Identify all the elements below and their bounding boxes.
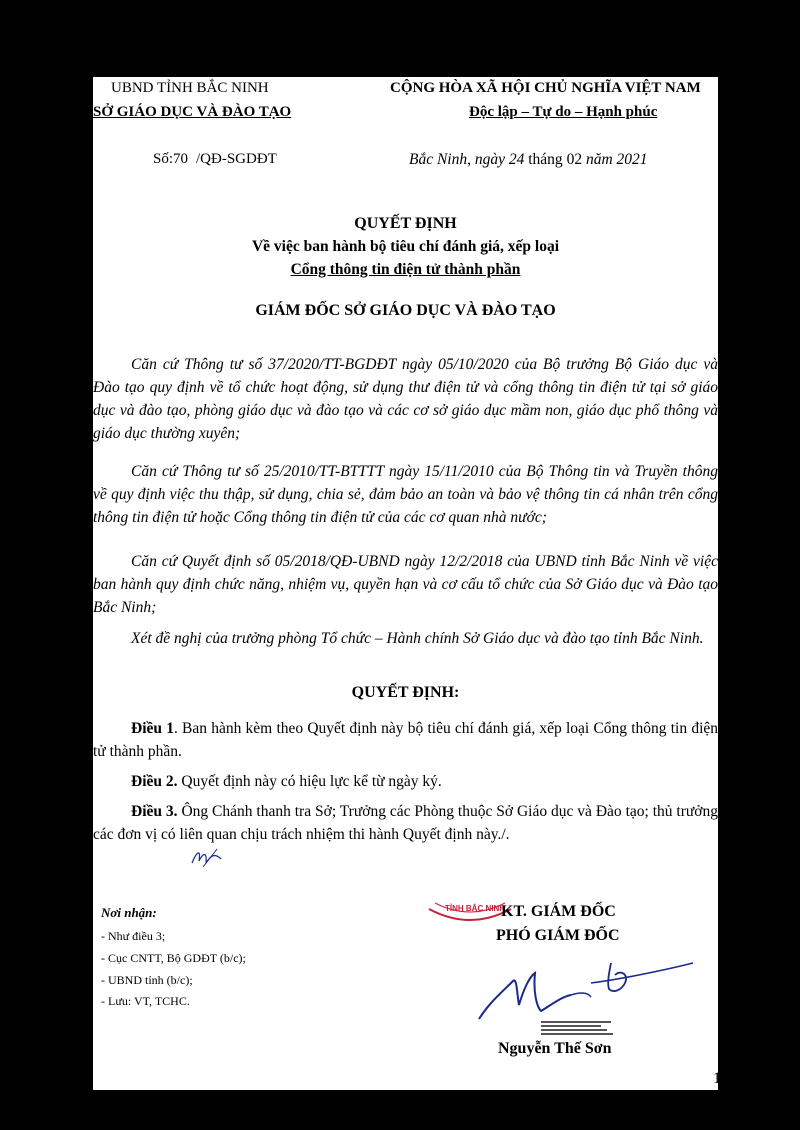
article-3-label: Điều 3.: [131, 803, 178, 820]
date-year-label: năm: [585, 151, 613, 168]
date-day: 24: [508, 151, 525, 168]
date-year: 2021: [616, 151, 648, 168]
article-2-text: Quyết định này có hiệu lực kể từ ngày ký.: [177, 773, 442, 790]
date-month: 02: [566, 151, 583, 168]
document-subject-line1: Về việc ban hành bộ tiêu chí đánh giá, xếp loại: [251, 238, 560, 255]
digital-signature-info: [541, 1021, 621, 1037]
document-date: [409, 151, 648, 169]
department-name: SỞ GIÁO DỤC VÀ ĐÀO TẠO: [93, 104, 292, 120]
preamble-paragraph-1: Căn cứ Thông tư số 37/2020/TT-BGDĐT ngày 05/10/2020 của Bộ trưởng Bộ Giáo dục và Đào tạo quy định về tổ chức hoạt động, sử dụng thư điện tử và cổng thông tin điện tử tại sở giáo dục và đào tạo, phòng giáo dục và đào tạo và các cơ sở giáo dục mầm non, giáo dục phổ thông và giáo dục thường xuyên;: [93, 356, 718, 442]
recipient-item: - Cục CNTT, Bộ GDĐT (b/c);: [101, 951, 246, 965]
document-subject-line2: [93, 261, 718, 279]
number-suffix: /QĐ-SGDĐT: [196, 151, 277, 167]
article-1: [93, 717, 718, 763]
agency-name: UBND TỈNH BẮC NINH: [111, 80, 269, 96]
recipient-item: - UBND tỉnh (b/c);: [101, 973, 193, 987]
date-place: Bắc Ninh, ngày: [409, 151, 505, 168]
preamble-paragraph-4: Xét đề nghị của trưởng phòng Tổ chức – Hành chính Sở Giáo dục và đào tạo tỉnh Bắc Ninh.: [131, 630, 704, 647]
signature-title-2: PHÓ GIÁM ĐỐC: [496, 927, 620, 944]
article-2: [93, 770, 718, 793]
page-number: 1: [713, 1070, 721, 1087]
recipients-heading: Nơi nhận:: [101, 905, 157, 920]
signer-name: Nguyễn Thế Sơn: [498, 1040, 612, 1057]
initials-mark: [189, 845, 225, 871]
recipient-item: - Lưu: VT, TCHC.: [101, 994, 190, 1008]
article-1-text: . Ban hành kèm theo Quyết định này bộ tiêu chí đánh giá, xếp loại Cổng thông tin điện tử thành phần.: [93, 720, 718, 760]
document-page: [93, 77, 721, 1090]
national-title: CỘNG HÒA XÃ HỘI CHỦ NGHĨA VIỆT NAM: [390, 80, 701, 96]
signature-title-1: KT. GIÁM ĐỐC: [501, 903, 616, 920]
document-number: [153, 151, 277, 168]
preamble-paragraph-2: Căn cứ Thông tư số 25/2010/TT-BTTTT ngày 15/11/2010 của Bộ Thông tin và Truyền thông về quy định việc thu thập, sử dụng, chia sẻ, đảm bảo an toàn và bảo vệ thông tin cá nhân trên cổng thông tin điện tử hoặc Cổng thông tin điện tử của các cơ quan nhà nước;: [93, 463, 718, 526]
article-3-text: Ông Chánh thanh tra Sở; Trưởng các Phòng thuộc Sở Giáo dục và Đào tạo; thủ trưởng các đơn vị có liên quan chịu trách nhiệm thi hành Quyết định này./.: [93, 803, 718, 843]
number-value: 70: [173, 151, 189, 167]
subject-line2-text: Cổng thông tin điện tử thành phần: [290, 261, 521, 278]
preamble-paragraph-3: Căn cứ Quyết định số 05/2018/QĐ-UBND ngày 12/2/2018 của UBND tỉnh Bắc Ninh về việc ban hành quy định chức năng, nhiệm vụ, quyền hạn và cơ cấu tổ chức của Sở Giáo dục và Đào tạo Bắc Ninh;: [93, 553, 718, 616]
article-1-label: Điều 1: [131, 720, 174, 737]
date-month-label: tháng: [528, 151, 563, 168]
document-title: QUYẾT ĐỊNH: [354, 215, 457, 232]
number-label: Số:: [153, 151, 174, 167]
decision-heading: QUYẾT ĐỊNH:: [351, 684, 460, 701]
recipient-item: - Như điều 3;: [101, 929, 166, 943]
stamp-text: TỈNH BẮC NINH: [445, 904, 505, 913]
issuing-authority: GIÁM ĐỐC SỞ GIÁO DỤC VÀ ĐÀO TẠO: [255, 302, 556, 319]
article-2-label: Điều 2.: [131, 773, 178, 790]
national-motto: Độc lập – Tự do – Hạnh phúc: [469, 104, 658, 120]
article-3: [93, 800, 718, 846]
